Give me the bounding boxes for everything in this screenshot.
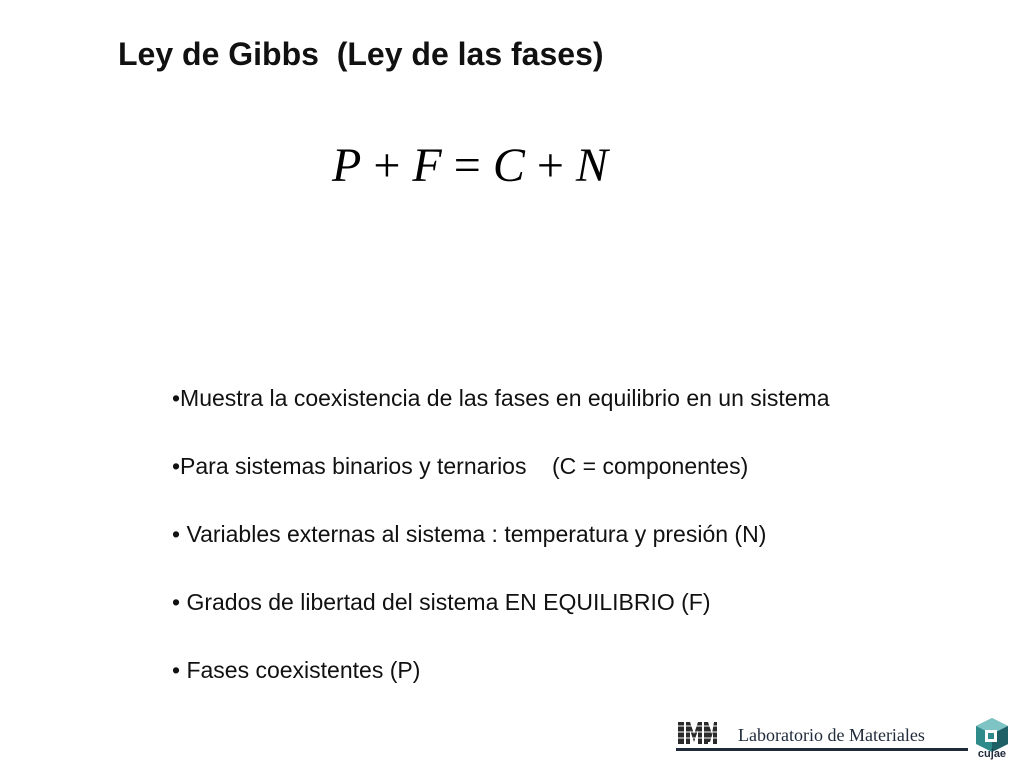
bullet-item: • Variables externas al sistema : temperatura y presión (N) xyxy=(172,521,767,547)
equation-n: N xyxy=(575,139,608,192)
slide-title: Ley de Gibbs (Ley de las fases) xyxy=(118,36,604,72)
lab-logo xyxy=(676,718,718,748)
equation-plus-2: + xyxy=(536,139,564,192)
equation-c: C xyxy=(492,139,525,192)
bullet-item: •Muestra la coexistencia de las fases en equilibrio en un sistema xyxy=(172,385,830,411)
lab-name: Laboratorio de Materiales xyxy=(738,725,925,745)
bullet-list xyxy=(172,382,830,722)
cujae-label: cujae xyxy=(977,748,1007,760)
equation-p: P xyxy=(332,139,362,192)
bullet-item: • Grados de libertad del sistema EN EQUILIBRIO (F) xyxy=(172,589,711,615)
bullet-item: • Fases coexistentes (P) xyxy=(172,657,421,683)
equation-plus-1: + xyxy=(373,139,401,192)
phase-rule-equation xyxy=(332,138,608,193)
footer-divider xyxy=(676,748,968,751)
equation-f: F xyxy=(412,139,442,192)
bullet-item: •Para sistemas binarios y ternarios (C = componentes) xyxy=(172,453,749,479)
equation-equals: = xyxy=(453,139,481,192)
